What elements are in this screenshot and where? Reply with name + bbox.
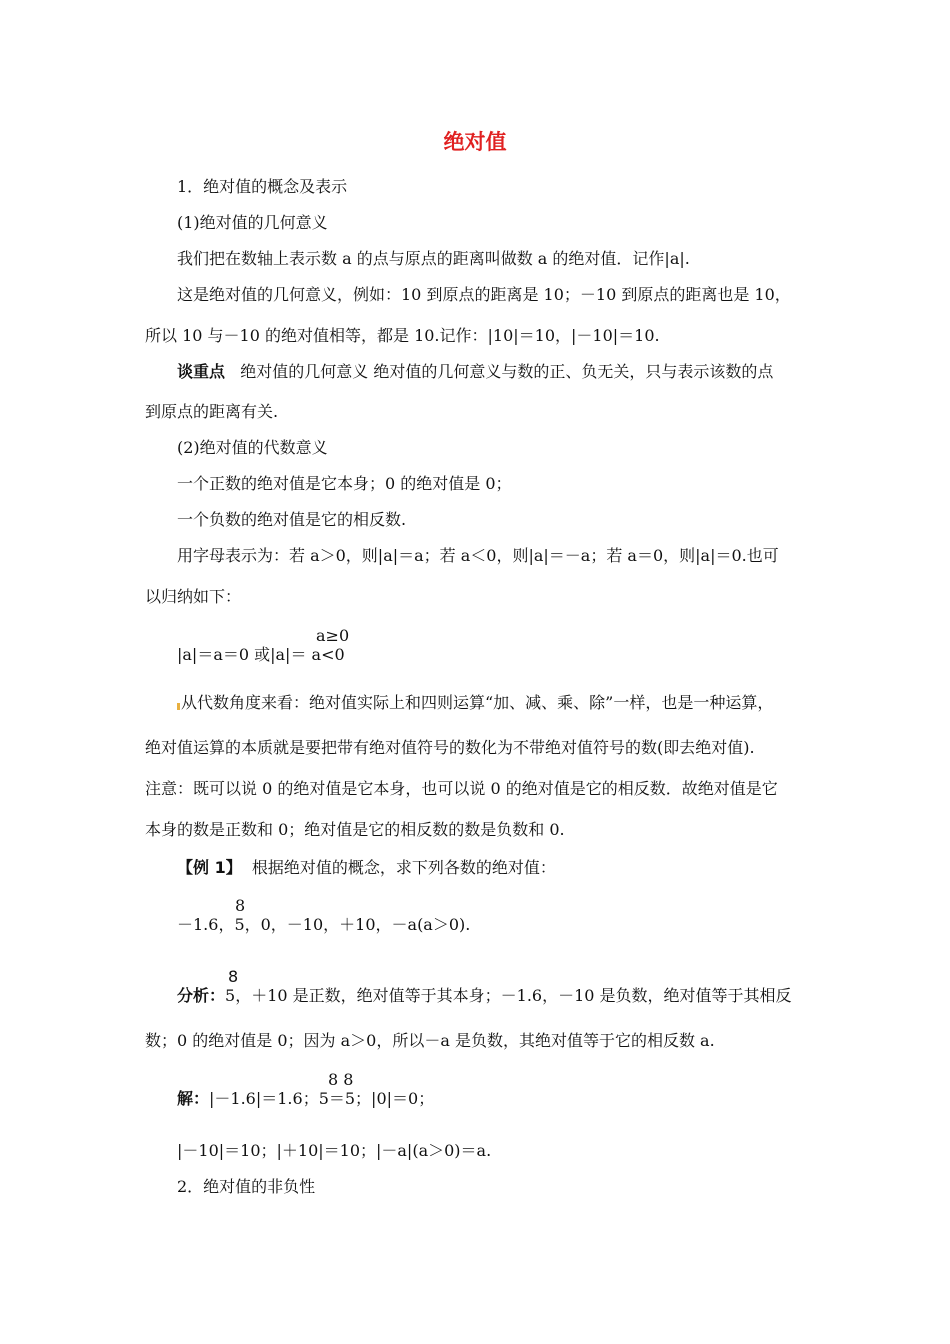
paragraph-example-line-2: 所以 10 与－10 的绝对值相等，都是 10.记作：|10|＝10，|－10|＝10. bbox=[145, 326, 660, 345]
solution-label: 解： bbox=[177, 1089, 210, 1108]
rule-symbolic-line-1: 用字母表示为：若 a＞0，则|a|＝a；若 a＜0，则|a|＝－a；若 a＝0，则|a|＝0.也可 bbox=[177, 546, 779, 565]
page-title: 绝对值 bbox=[443, 130, 507, 154]
algebra-view-text: 从代数角度来看：绝对值实际上和四则运算“加、减、乘、除”一样，也是一种运算， bbox=[181, 693, 774, 712]
case-formula: |a|＝a＝0 或|a|＝ a<0 bbox=[177, 645, 345, 664]
analysis-line-1 bbox=[177, 986, 792, 1006]
rule-symbolic-line-2: 以归纳如下： bbox=[145, 587, 242, 606]
note-line-2: 本身的数是正数和 0；绝对值是它的相反数的数是负数和 0. bbox=[145, 820, 565, 839]
solution-line-1 bbox=[177, 1089, 434, 1109]
key-point-text: 绝对值的几何意义 绝对值的几何意义与数的正、负无关，只与表示该数的点 bbox=[240, 362, 774, 381]
key-point-label: 谈重点 bbox=[177, 362, 226, 381]
example-1-heading bbox=[177, 858, 556, 878]
key-point-line-2: 到原点的距离有关. bbox=[145, 402, 279, 421]
section-heading-1: 1．绝对值的概念及表示 bbox=[177, 177, 348, 196]
paragraph-definition: 我们把在数轴上表示数 a 的点与原点的距离叫做数 a 的绝对值．记作|a|. bbox=[177, 249, 690, 268]
solution-text-1: |－1.6|＝1.6；5＝5；|0|＝0； bbox=[209, 1089, 435, 1108]
algebra-view-line-2: 绝对值运算的本质就是要把带有绝对值符号的数化为不带绝对值符号的数(即去绝对值). bbox=[145, 738, 755, 757]
section-heading-2: 2．绝对值的非负性 bbox=[177, 1177, 316, 1196]
rule-positive: 一个正数的绝对值是它本身；0 的绝对值是 0； bbox=[177, 474, 512, 493]
rule-negative: 一个负数的绝对值是它的相反数. bbox=[177, 510, 407, 529]
example-fraction-numerator: 8 bbox=[235, 896, 246, 915]
example-number-list: －1.6，5，0，－10，＋10，－a(a＞0). bbox=[177, 915, 471, 934]
analysis-line-2: 数；0 的绝对值是 0；因为 a＞0，所以－a 是负数，其绝对值等于它的相反数 a. bbox=[145, 1031, 715, 1050]
subsection-heading-geometric: (1)绝对值的几何意义 bbox=[177, 213, 328, 232]
annotation-mark bbox=[177, 703, 180, 710]
solution-line-2: |－10|＝10；|＋10|＝10；|－a|(a＞0)＝a. bbox=[177, 1141, 492, 1160]
analysis-text: 5，＋10 是正数，绝对值等于其本身；－1.6，－10 是负数，绝对值等于其相反 bbox=[225, 986, 792, 1005]
paragraph-example-line-1: 这是绝对值的几何意义，例如：10 到原点的距离是 10；－10 到原点的距离也是 10， bbox=[177, 285, 791, 304]
case-condition-top: a≥0 bbox=[316, 626, 350, 645]
key-point-line-1 bbox=[177, 362, 773, 382]
algebra-view-line-1 bbox=[177, 693, 773, 713]
example-label: 【例 1】 bbox=[177, 858, 242, 877]
example-prompt: 根据绝对值的概念，求下列各数的绝对值： bbox=[251, 858, 556, 877]
subsection-heading-algebraic: (2)绝对值的代数意义 bbox=[177, 438, 328, 457]
analysis-label: 分析： bbox=[177, 986, 226, 1005]
analysis-fraction-numerator: 8 bbox=[228, 967, 239, 986]
solution-fraction-numerators: 8 8 bbox=[328, 1070, 354, 1089]
note-line-1: 注意：既可以说 0 的绝对值是它本身，也可以说 0 的绝对值是它的相反数．故绝对值是它 bbox=[145, 779, 778, 798]
